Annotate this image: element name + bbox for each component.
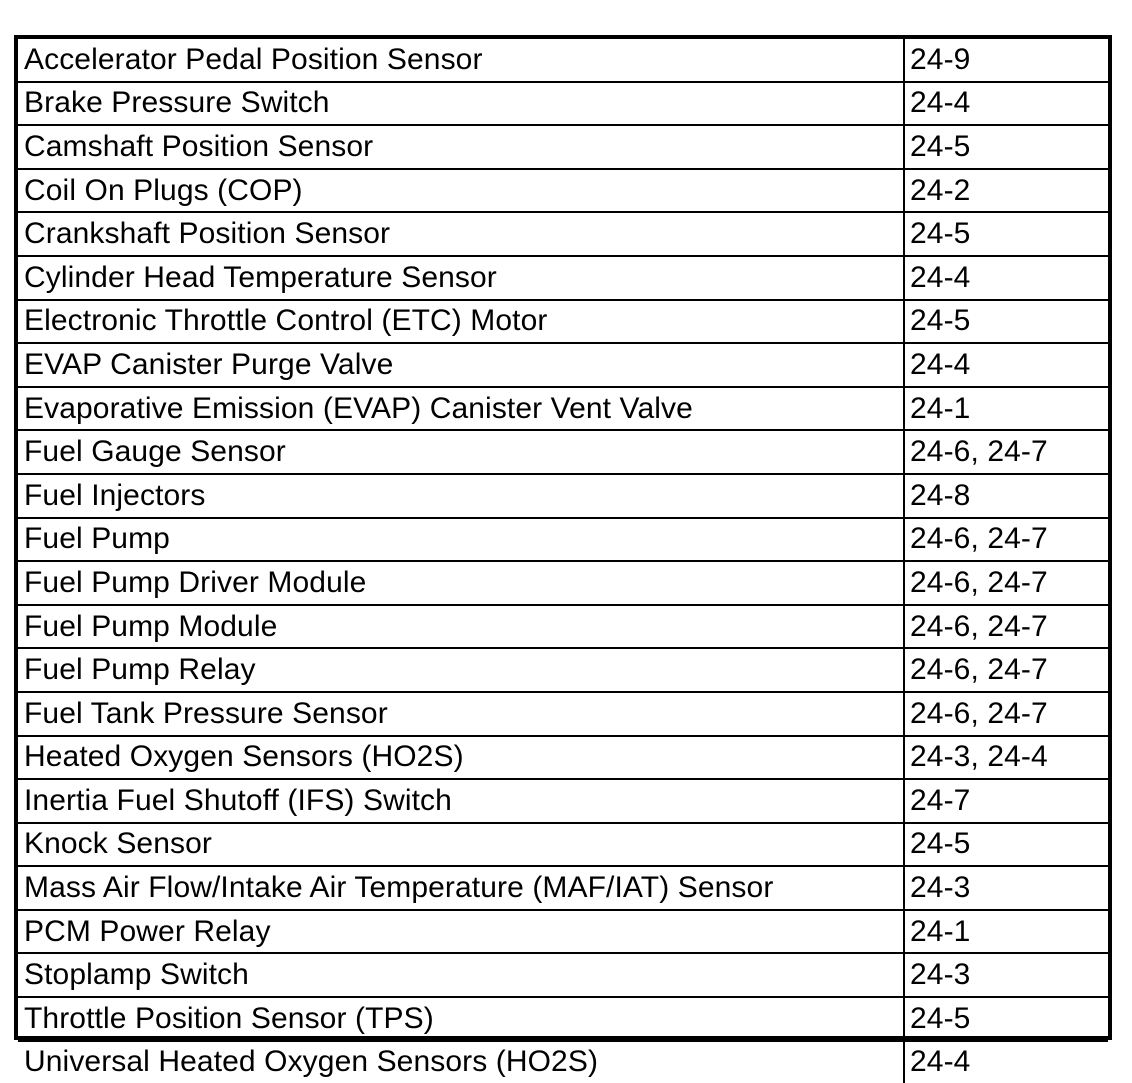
table-row <box>18 125 1108 169</box>
component-table <box>18 39 1108 1083</box>
page-reference-cell: 24-1 <box>904 910 1108 954</box>
component-name-cell: Heated Oxygen Sensors (HO2S) <box>18 736 904 780</box>
page-reference-cell: 24-6, 24-7 <box>904 648 1108 692</box>
table-row <box>18 387 1108 431</box>
component-name-cell: Knock Sensor <box>18 823 904 867</box>
table-row <box>18 39 1108 82</box>
page-reference-cell: 24-3 <box>904 866 1108 910</box>
component-name-cell: PCM Power Relay <box>18 910 904 954</box>
table-row <box>18 169 1108 213</box>
table-row <box>18 212 1108 256</box>
component-name-cell: Throttle Position Sensor (TPS) <box>18 997 904 1041</box>
table-row <box>18 736 1108 780</box>
page-reference-cell: 24-4 <box>904 343 1108 387</box>
table-row <box>18 692 1108 736</box>
component-name-cell: Fuel Pump Driver Module <box>18 561 904 605</box>
table-row <box>18 474 1108 518</box>
component-name-cell: Mass Air Flow/Intake Air Temperature (MAF/IAT) Sensor <box>18 866 904 910</box>
page-reference-cell: 24-4 <box>904 82 1108 126</box>
page-reference-cell: 24-5 <box>904 212 1108 256</box>
page-reference-cell: 24-6, 24-7 <box>904 605 1108 649</box>
table-row <box>18 648 1108 692</box>
component-name-cell: Fuel Gauge Sensor <box>18 430 904 474</box>
component-name-cell: Fuel Pump Relay <box>18 648 904 692</box>
table-row <box>18 82 1108 126</box>
component-name-cell: Inertia Fuel Shutoff (IFS) Switch <box>18 779 904 823</box>
table-row <box>18 953 1108 997</box>
component-name-cell: Fuel Injectors <box>18 474 904 518</box>
table-row <box>18 256 1108 300</box>
component-name-cell: Coil On Plugs (COP) <box>18 169 904 213</box>
component-name-cell: Fuel Pump Module <box>18 605 904 649</box>
component-name-cell: Camshaft Position Sensor <box>18 125 904 169</box>
table-row <box>18 910 1108 954</box>
component-name-cell: Brake Pressure Switch <box>18 82 904 126</box>
page-reference-cell: 24-6, 24-7 <box>904 561 1108 605</box>
table-row <box>18 300 1108 344</box>
page-reference-cell: 24-8 <box>904 474 1108 518</box>
page-reference-cell: 24-4 <box>904 256 1108 300</box>
page-reference-cell: 24-4 <box>904 1041 1108 1083</box>
table-row <box>18 866 1108 910</box>
page-reference-cell: 24-6, 24-7 <box>904 430 1108 474</box>
table-row <box>18 518 1108 562</box>
page-reference-cell: 24-5 <box>904 997 1108 1041</box>
component-name-cell: Electronic Throttle Control (ETC) Motor <box>18 300 904 344</box>
component-name-cell: Cylinder Head Temperature Sensor <box>18 256 904 300</box>
table-row <box>18 779 1108 823</box>
page-reference-cell: 24-3, 24-4 <box>904 736 1108 780</box>
table-row <box>18 561 1108 605</box>
table-body <box>18 39 1108 1083</box>
page-reference-cell: 24-5 <box>904 823 1108 867</box>
component-name-cell: EVAP Canister Purge Valve <box>18 343 904 387</box>
component-name-cell: Stoplamp Switch <box>18 953 904 997</box>
component-name-cell: Accelerator Pedal Position Sensor <box>18 39 904 82</box>
page-reference-cell: 24-6, 24-7 <box>904 518 1108 562</box>
page-reference-cell: 24-5 <box>904 300 1108 344</box>
component-name-cell: Crankshaft Position Sensor <box>18 212 904 256</box>
page-reference-cell: 24-6, 24-7 <box>904 692 1108 736</box>
table-row <box>18 343 1108 387</box>
table-row <box>18 605 1108 649</box>
page-reference-cell: 24-3 <box>904 953 1108 997</box>
table-row <box>18 823 1108 867</box>
table-row <box>18 1041 1108 1083</box>
table-row <box>18 430 1108 474</box>
component-name-cell: Evaporative Emission (EVAP) Canister Vent Valve <box>18 387 904 431</box>
component-name-cell: Fuel Tank Pressure Sensor <box>18 692 904 736</box>
page-reference-cell: 24-5 <box>904 125 1108 169</box>
page-reference-cell: 24-1 <box>904 387 1108 431</box>
page-reference-cell: 24-2 <box>904 169 1108 213</box>
page-reference-cell: 24-9 <box>904 39 1108 82</box>
component-index-table <box>14 35 1112 1079</box>
component-name-cell: Universal Heated Oxygen Sensors (HO2S) <box>18 1041 904 1083</box>
component-name-cell: Fuel Pump <box>18 518 904 562</box>
page-reference-cell: 24-7 <box>904 779 1108 823</box>
table-row <box>18 997 1108 1041</box>
